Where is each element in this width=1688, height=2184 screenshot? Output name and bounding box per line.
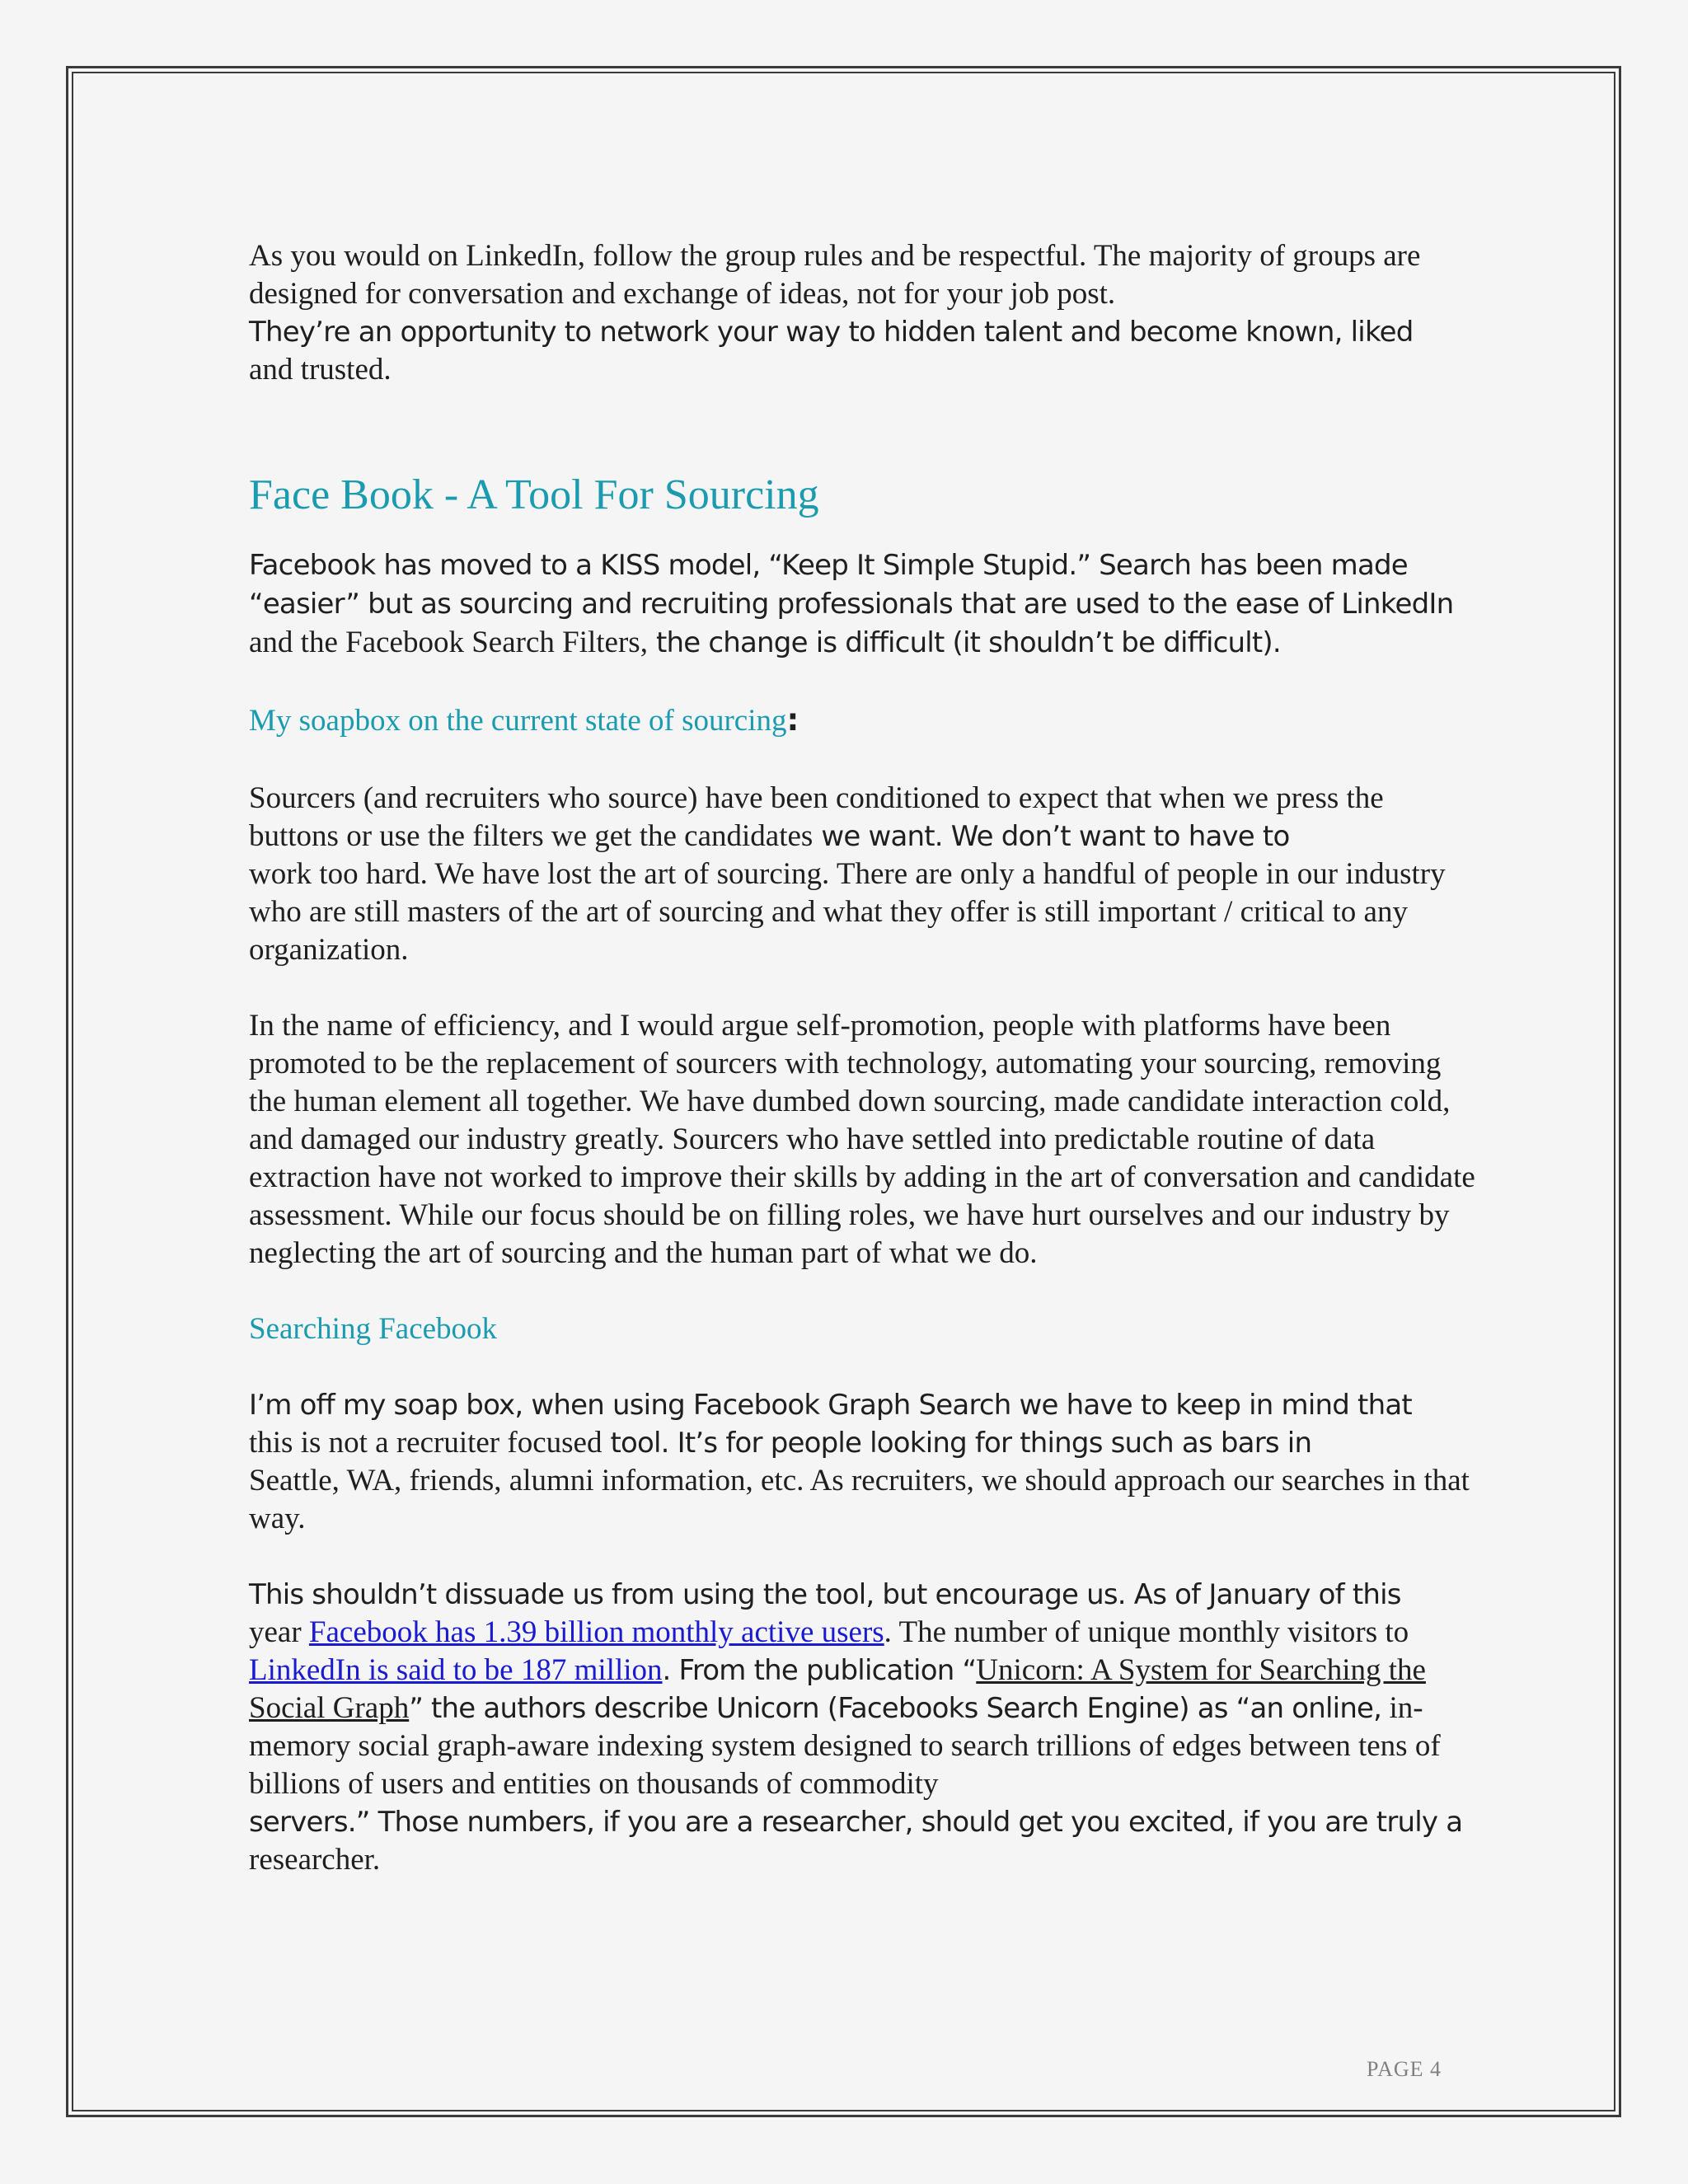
text-run: tool. It’s for people looking for things such as bars in — [602, 1427, 1312, 1460]
publication-title: Unicorn: A System for Searching the Social Graph — [249, 1653, 1426, 1725]
soapbox-heading-colon: : — [786, 702, 799, 738]
text-run: researcher. — [249, 1843, 381, 1877]
paragraph-dissuade — [249, 1576, 1477, 1879]
section-title: Face Book - A Tool For Sourcing — [249, 471, 819, 518]
text-run: and the Facebook Search Filters, — [249, 626, 648, 659]
text-run: This shouldn’t dissuade us from using the tool, but encourage us. As of January of this — [249, 1578, 1401, 1611]
text-run: ” the authors describe Unicorn (Facebooks Search Engine) as “an online, — [409, 1692, 1382, 1725]
page-content — [249, 237, 1477, 1879]
text-run: Seattle, WA, friends, alumni information, etc. As recruiters, we should approach our searches in that way. — [249, 1464, 1470, 1535]
text-run: the change is difficult (it shouldn’t be difficult). — [647, 626, 1281, 659]
page-number: PAGE 4 — [1367, 2057, 1442, 2081]
text-run: As you would on LinkedIn, follow the group rules and be respectful. The majority of groups are designed for conversation and exchange of ideas, not for your job post. — [249, 239, 1421, 311]
text-run: . From the publication “ — [662, 1654, 977, 1687]
facebook-users-link[interactable]: Facebook has 1.39 billion monthly active users — [308, 1615, 884, 1649]
text-run: this is not a recruiter focused — [249, 1426, 603, 1460]
text-run: Facebook has moved to a KISS model, “Keep It Simple Stupid.” Search has been made “easier” but as sourcing and recruiting professionals that are used to the ease of LinkedIn — [249, 549, 1454, 621]
paragraph-soapbox-off — [249, 1386, 1477, 1538]
text-run: we want. We don’t want to have to — [813, 820, 1290, 853]
text-run: . The number of unique monthly visitors to — [884, 1615, 1409, 1649]
paragraph-efficiency: In the name of efficiency, and I would argue self-promotion, people with platforms have been promoted to be the replacement of sourcers with technology, automating your sourcing, removing the human element all together. We have dumbed down sourcing, made candidate interaction cold, and damaged our industry greatly. Sourcers who have settled into predictable routine of data extraction have not worked to improve their skills by adding in the art of conversation and candidate assessment. While our focus should be on filling roles, we have hurt ourselves and our industry by neglecting the art of sourcing and the human part of what we do. — [249, 1009, 1475, 1270]
text-run: work too hard. We have lost the art of sourcing. There are only a handful of people in our industry who are still masters of the art of sourcing and what they offer is still important / critical to any organization. — [249, 857, 1446, 967]
soapbox-heading-text: My soapbox on the current state of sourcing — [249, 704, 787, 738]
text-run: in-memory social graph-aware indexing system designed to search trillions of edges between tens of billions of users and entities on thousands of commodity — [249, 1691, 1441, 1801]
text-run: They’re an opportunity to network your way to hidden talent and become known, liked — [249, 316, 1414, 349]
text-run: I’m off my soap box, when using Facebook Graph Search we have to keep in mind that — [249, 1389, 1412, 1422]
paragraph-kiss-model — [249, 546, 1477, 662]
text-run: and trusted. — [249, 353, 392, 387]
paragraph-group-rules — [249, 237, 1477, 389]
text-run: servers.” Those numbers, if you are a researcher, should get you excited, if you are truly a — [249, 1806, 1463, 1839]
searching-facebook-heading: Searching Facebook — [249, 1312, 498, 1346]
paragraph-sourcers — [249, 780, 1477, 969]
linkedin-visitors-link[interactable]: LinkedIn is said to be 187 million — [249, 1653, 663, 1687]
text-run: Sourcers (and recruiters who source) have been conditioned to expect that when we press the buttons or use the filters we get the candidates — [249, 781, 1384, 853]
soapbox-heading — [249, 701, 1477, 740]
text-run: year — [249, 1615, 309, 1649]
